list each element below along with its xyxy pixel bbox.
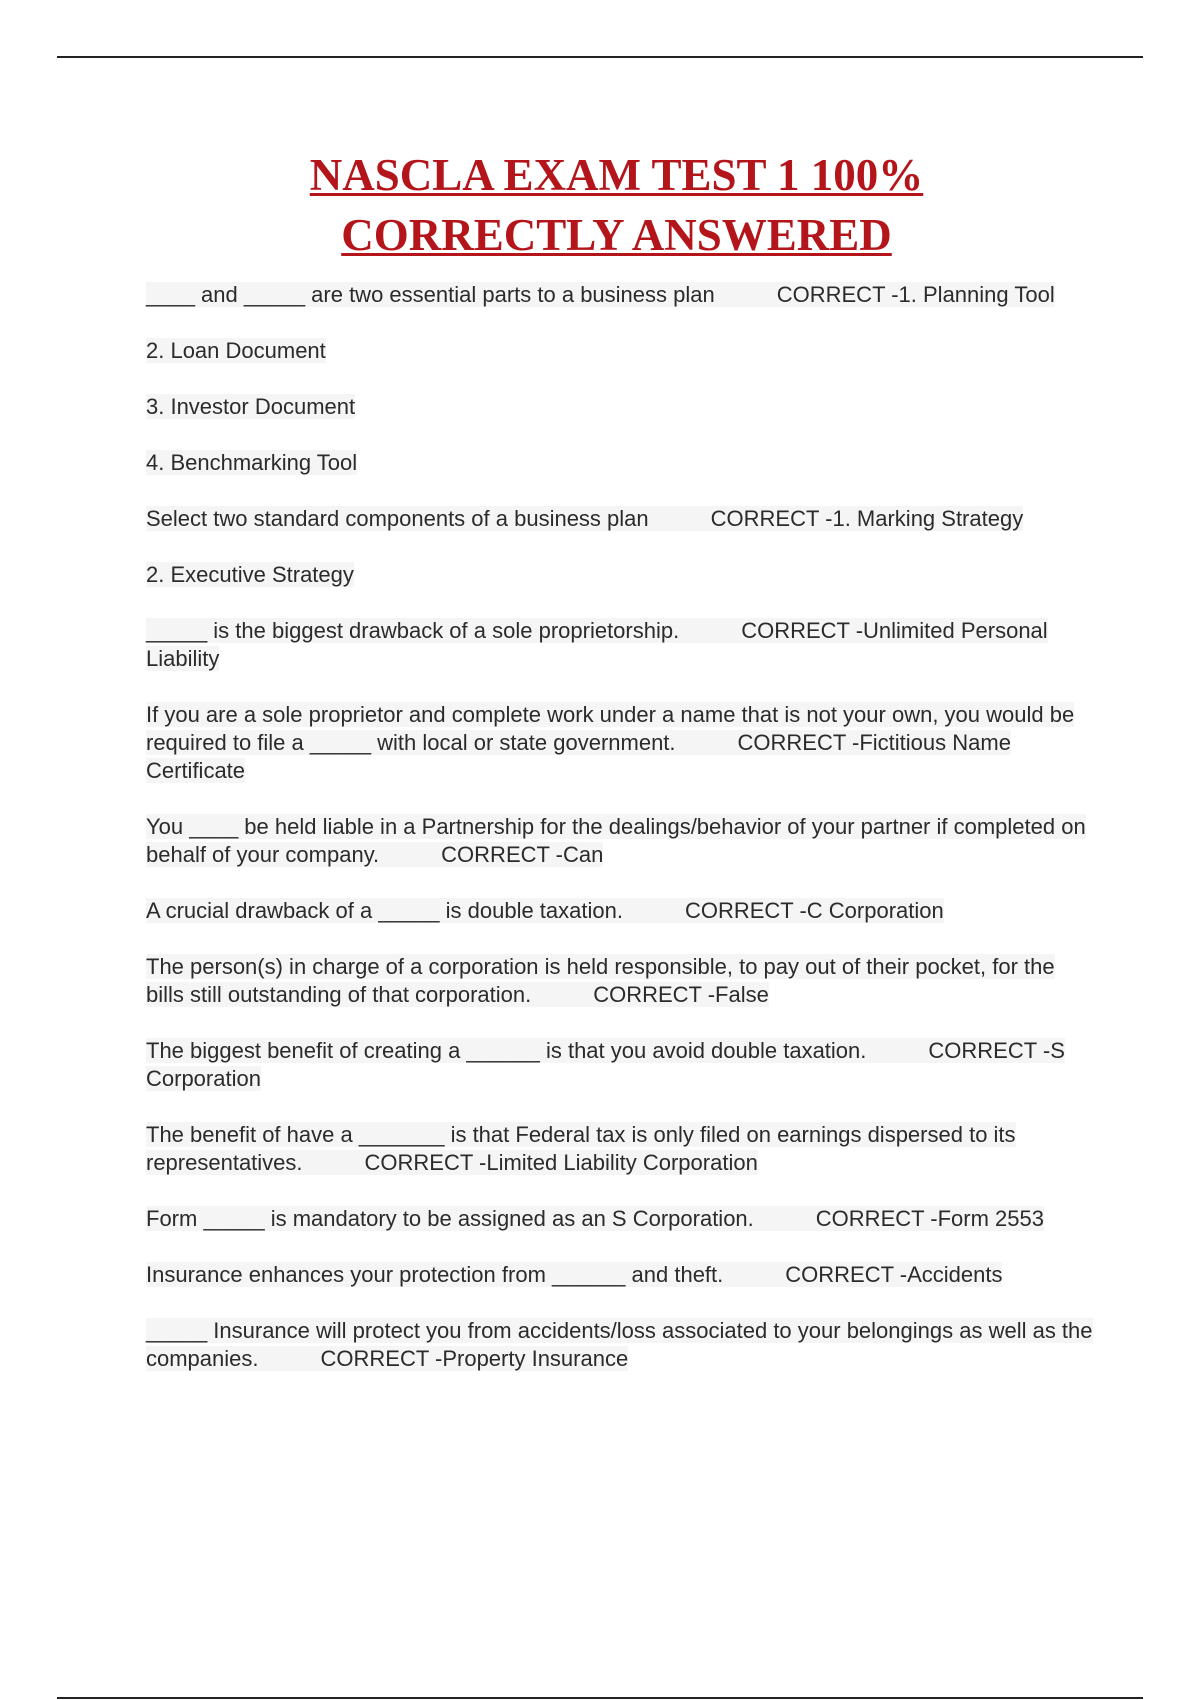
- question-text: _____ Insurance will protect you from accidents/loss associated to your belongings as well as the companies.: [146, 1318, 1093, 1371]
- title-line-1: NASCLA EXAM TEST 1 100%: [309, 150, 924, 200]
- qa-item: [146, 1121, 1096, 1177]
- question-text: 2. Loan Document: [146, 338, 326, 363]
- question-text: A crucial drawback of a _____ is double taxation.: [146, 898, 623, 923]
- qa-item: [146, 617, 1096, 673]
- question-text: _____ is the biggest drawback of a sole proprietorship.: [146, 618, 680, 643]
- answer-text: CORRECT -Can: [441, 842, 604, 867]
- qa-item: [146, 561, 1096, 589]
- question-text: The benefit of have a _______ is that Federal tax is only filed on earnings dispersed to its representatives.: [146, 1122, 1016, 1175]
- question-text: The person(s) in charge of a corporation is held responsible, to pay out of their pocket, for the bills still outstanding of that corporation.: [146, 954, 1055, 1007]
- answer-text: CORRECT -1. Marking Strategy: [710, 506, 1024, 531]
- question-text: 3. Investor Document: [146, 394, 356, 419]
- question-text: You ____ be held liable in a Partnership for the dealings/behavior of your partner if completed on behalf of your company.: [146, 814, 1086, 867]
- qa-item: [146, 1037, 1096, 1093]
- qa-item: [146, 449, 1096, 477]
- answer-text: CORRECT -False: [593, 982, 769, 1007]
- bottom-rule: [57, 1697, 1143, 1699]
- question-text: Insurance enhances your protection from ______ and theft.: [146, 1262, 724, 1287]
- qa-item: [146, 1261, 1096, 1289]
- qa-item: [146, 337, 1096, 365]
- question-text: If you are a sole proprietor and complete work under a name that is not your own, you would be required to file a _____ with local or state government.: [146, 702, 1075, 755]
- qa-item: [146, 505, 1096, 533]
- question-text: 2. Executive Strategy: [146, 562, 354, 587]
- answer-text: CORRECT -C Corporation: [684, 898, 944, 923]
- question-text: ____ and _____ are two essential parts to a business plan: [146, 282, 715, 307]
- answer-text: CORRECT -S Corporation: [146, 1038, 1065, 1091]
- question-text: The biggest benefit of creating a ______ is that you avoid double taxation.: [146, 1038, 867, 1063]
- answer-text: CORRECT -Fictitious Name Certificate: [146, 730, 1011, 783]
- top-rule: [57, 56, 1143, 58]
- qa-item: [146, 1205, 1096, 1233]
- document-title: [0, 145, 1200, 265]
- answer-text: CORRECT -Property Insurance: [320, 1346, 629, 1371]
- qa-item: [146, 953, 1096, 1009]
- qa-list: [146, 281, 1096, 1401]
- answer-text: CORRECT -Accidents: [785, 1262, 1003, 1287]
- title-line-2: CORRECTLY ANSWERED: [341, 210, 892, 260]
- question-text: 4. Benchmarking Tool: [146, 450, 358, 475]
- question-text: Select two standard components of a business plan: [146, 506, 649, 531]
- qa-item: [146, 393, 1096, 421]
- answer-text: CORRECT -Limited Liability Corporation: [364, 1150, 758, 1175]
- qa-item: [146, 813, 1096, 869]
- qa-item: [146, 1317, 1096, 1373]
- answer-text: CORRECT -Form 2553: [815, 1206, 1044, 1231]
- question-text: Form _____ is mandatory to be assigned as an S Corporation.: [146, 1206, 754, 1231]
- answer-text: CORRECT -Unlimited Personal Liability: [146, 618, 1048, 671]
- qa-item: [146, 897, 1096, 925]
- qa-item: [146, 701, 1096, 785]
- qa-item: [146, 281, 1096, 309]
- answer-text: CORRECT -1. Planning Tool: [776, 282, 1055, 307]
